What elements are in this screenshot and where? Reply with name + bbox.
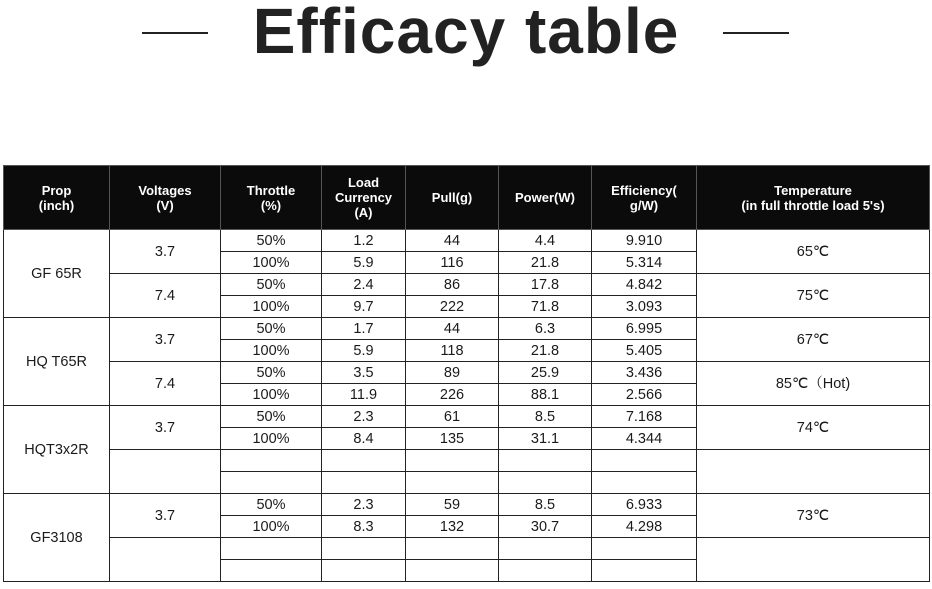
power-cell xyxy=(499,450,592,472)
pull-cell: 132 xyxy=(406,516,499,538)
voltage-cell: 3.7 xyxy=(110,406,221,450)
header-efficiency: Efficiency( g/W) xyxy=(592,166,697,230)
load-current-cell: 2.3 xyxy=(322,494,406,516)
load-current-cell: 8.3 xyxy=(322,516,406,538)
load-current-cell xyxy=(322,450,406,472)
page-title: Efficacy table xyxy=(252,0,680,67)
load-current-cell: 5.9 xyxy=(322,340,406,362)
prop-name-cell: HQT3x2R xyxy=(4,406,110,494)
efficiency-cell xyxy=(592,560,697,582)
load-current-cell xyxy=(322,538,406,560)
load-current-cell xyxy=(322,560,406,582)
throttle-cell: 50% xyxy=(221,406,322,428)
throttle-cell: 100% xyxy=(221,516,322,538)
efficiency-cell: 9.910 xyxy=(592,230,697,252)
load-current-cell: 1.2 xyxy=(322,230,406,252)
table-row xyxy=(4,274,930,296)
temperature-cell xyxy=(697,450,930,494)
load-current-cell: 1.7 xyxy=(322,318,406,340)
voltage-cell: 3.7 xyxy=(110,494,221,538)
header-throttle: Throttle (%) xyxy=(221,166,322,230)
throttle-cell: 50% xyxy=(221,230,322,252)
throttle-cell: 50% xyxy=(221,318,322,340)
power-cell: 71.8 xyxy=(499,296,592,318)
load-current-cell: 3.5 xyxy=(322,362,406,384)
load-current-cell: 5.9 xyxy=(322,252,406,274)
efficiency-cell: 4.298 xyxy=(592,516,697,538)
power-cell: 88.1 xyxy=(499,384,592,406)
efficiency-cell: 3.436 xyxy=(592,362,697,384)
efficiency-cell: 7.168 xyxy=(592,406,697,428)
pull-cell: 226 xyxy=(406,384,499,406)
throttle-cell: 100% xyxy=(221,384,322,406)
efficiency-cell: 6.995 xyxy=(592,318,697,340)
voltage-cell xyxy=(110,450,221,494)
efficiency-cell: 4.842 xyxy=(592,274,697,296)
voltage-cell: 3.7 xyxy=(110,318,221,362)
load-current-cell: 2.3 xyxy=(322,406,406,428)
pull-cell: 59 xyxy=(406,494,499,516)
efficiency-cell xyxy=(592,450,697,472)
temperature-cell: 65℃ xyxy=(697,230,930,274)
power-cell xyxy=(499,560,592,582)
throttle-cell xyxy=(221,450,322,472)
pull-cell xyxy=(406,538,499,560)
header-prop: Prop (inch) xyxy=(4,166,110,230)
efficiency-cell: 2.566 xyxy=(592,384,697,406)
efficacy-table xyxy=(3,165,930,582)
power-cell xyxy=(499,538,592,560)
voltage-cell: 3.7 xyxy=(110,230,221,274)
power-cell: 8.5 xyxy=(499,406,592,428)
table-row xyxy=(4,230,930,252)
temperature-cell: 75℃ xyxy=(697,274,930,318)
throttle-cell: 100% xyxy=(221,252,322,274)
table-row xyxy=(4,494,930,516)
pull-cell xyxy=(406,560,499,582)
prop-name-cell: GF3108 xyxy=(4,494,110,582)
efficiency-cell: 6.933 xyxy=(592,494,697,516)
load-current-cell: 9.7 xyxy=(322,296,406,318)
power-cell: 17.8 xyxy=(499,274,592,296)
pull-cell: 61 xyxy=(406,406,499,428)
voltage-cell xyxy=(110,538,221,582)
load-current-cell: 2.4 xyxy=(322,274,406,296)
table-row xyxy=(4,362,930,384)
header-row xyxy=(4,166,930,230)
temperature-cell: 85℃（Hot) xyxy=(697,362,930,406)
temperature-cell xyxy=(697,538,930,582)
power-cell: 4.4 xyxy=(499,230,592,252)
header-temperature: Temperature (in full throttle load 5's) xyxy=(697,166,930,230)
header-power: Power(W) xyxy=(499,166,592,230)
throttle-cell xyxy=(221,538,322,560)
power-cell: 30.7 xyxy=(499,516,592,538)
pull-cell: 222 xyxy=(406,296,499,318)
prop-name-cell: HQ T65R xyxy=(4,318,110,406)
pull-cell xyxy=(406,450,499,472)
throttle-cell: 100% xyxy=(221,296,322,318)
efficiency-cell xyxy=(592,472,697,494)
pull-cell: 44 xyxy=(406,230,499,252)
power-cell: 25.9 xyxy=(499,362,592,384)
temperature-cell: 67℃ xyxy=(697,318,930,362)
voltage-cell: 7.4 xyxy=(110,274,221,318)
table-body xyxy=(4,230,930,582)
efficiency-cell: 5.405 xyxy=(592,340,697,362)
throttle-cell: 100% xyxy=(221,428,322,450)
efficiency-cell: 3.093 xyxy=(592,296,697,318)
power-cell: 21.8 xyxy=(499,252,592,274)
pull-cell: 44 xyxy=(406,318,499,340)
power-cell: 21.8 xyxy=(499,340,592,362)
throttle-cell: 50% xyxy=(221,362,322,384)
pull-cell: 89 xyxy=(406,362,499,384)
load-current-cell: 8.4 xyxy=(322,428,406,450)
prop-name-cell: GF 65R xyxy=(4,230,110,318)
table-row xyxy=(4,450,930,472)
efficiency-cell: 4.344 xyxy=(592,428,697,450)
throttle-cell xyxy=(221,472,322,494)
pull-cell: 116 xyxy=(406,252,499,274)
temperature-cell: 73℃ xyxy=(697,494,930,538)
table-row xyxy=(4,538,930,560)
voltage-cell: 7.4 xyxy=(110,362,221,406)
efficiency-cell: 5.314 xyxy=(592,252,697,274)
load-current-cell: 11.9 xyxy=(322,384,406,406)
temperature-cell: 74℃ xyxy=(697,406,930,450)
efficiency-cell xyxy=(592,538,697,560)
pull-cell: 118 xyxy=(406,340,499,362)
header-pull: Pull(g) xyxy=(406,166,499,230)
pull-cell: 86 xyxy=(406,274,499,296)
throttle-cell: 50% xyxy=(221,494,322,516)
pull-cell xyxy=(406,472,499,494)
title-rule-right xyxy=(723,32,789,34)
throttle-cell: 100% xyxy=(221,340,322,362)
power-cell: 6.3 xyxy=(499,318,592,340)
throttle-cell: 50% xyxy=(221,274,322,296)
table-row xyxy=(4,318,930,340)
load-current-cell xyxy=(322,472,406,494)
power-cell: 31.1 xyxy=(499,428,592,450)
throttle-cell xyxy=(221,560,322,582)
power-cell xyxy=(499,472,592,494)
table-row xyxy=(4,406,930,428)
header-load: Load Currency (A) xyxy=(322,166,406,230)
power-cell: 8.5 xyxy=(499,494,592,516)
title-area xyxy=(0,0,932,70)
header-voltage: Voltages (V) xyxy=(110,166,221,230)
pull-cell: 135 xyxy=(406,428,499,450)
